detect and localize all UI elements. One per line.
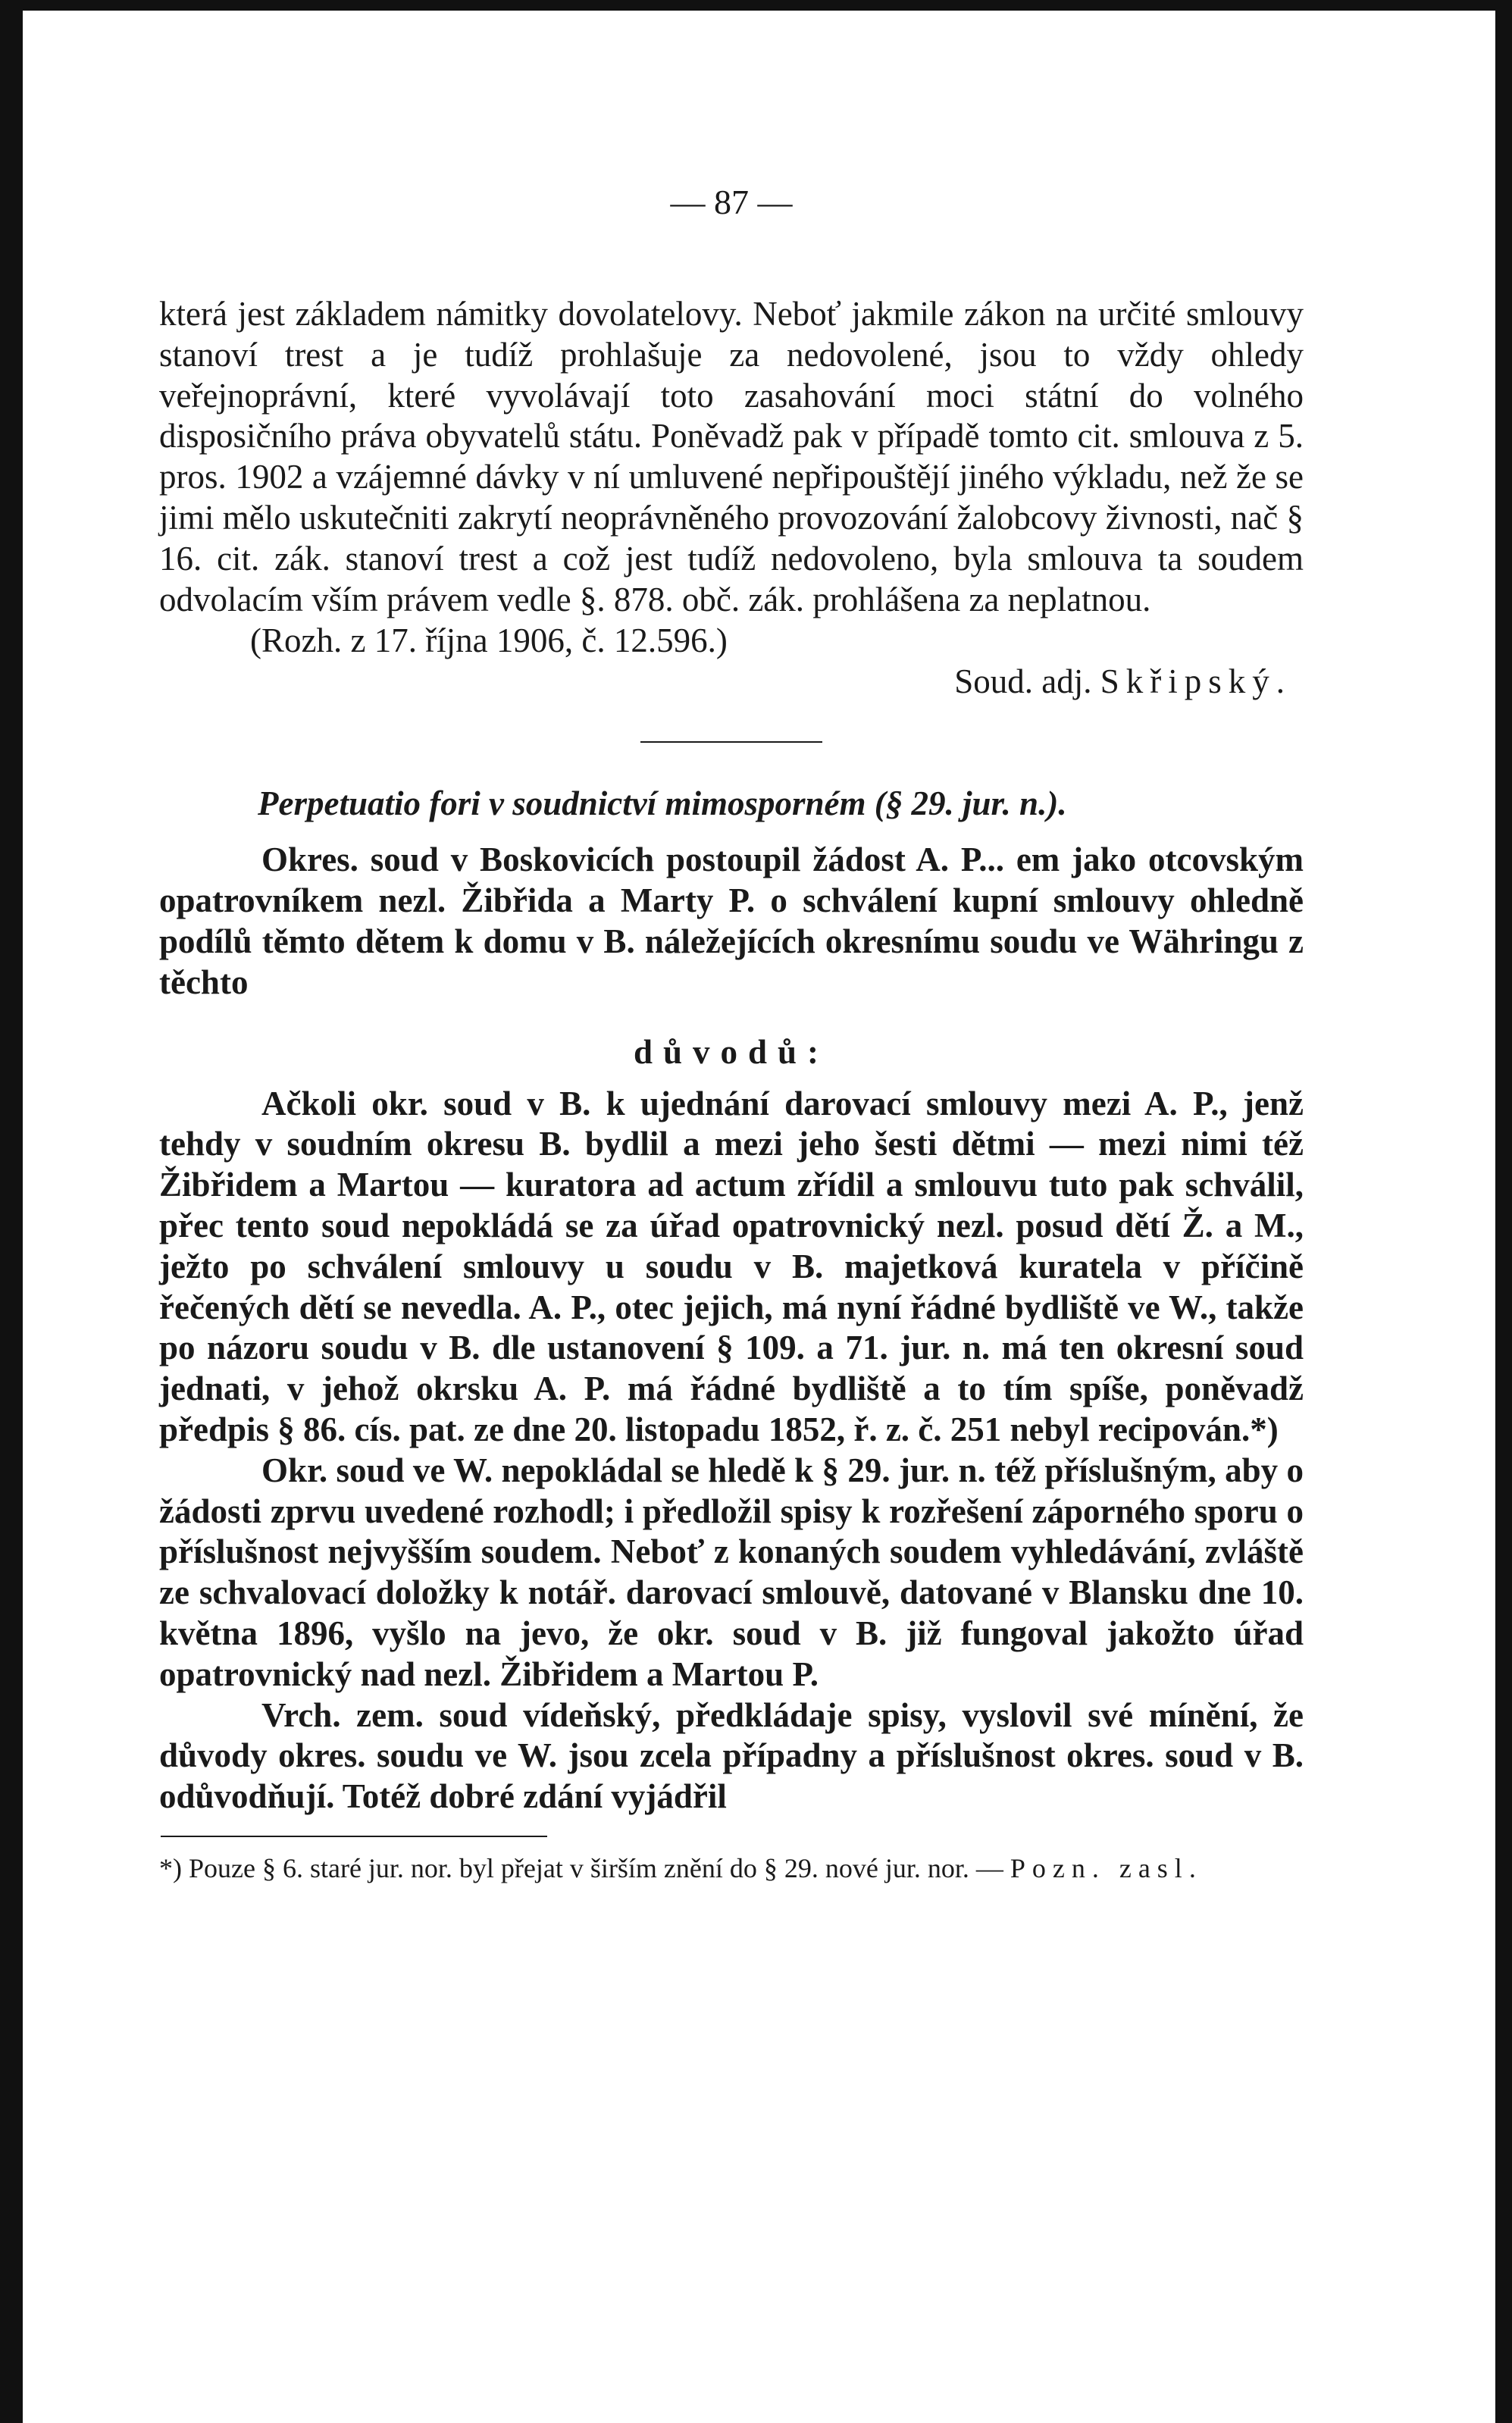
section-title: Perpetuatio fori v soudnictví mimosporném (§ 29. jur. n.). bbox=[258, 784, 1067, 823]
intro-paragraph: která jest základem námitky dovolatelovy. Neboť jakmile zákon na určité smlouvy stanoví trest a je tudíž prohlašuje za nedovolené, jsou to vždy ohledy veřejnoprávní, které vyvolávají toto zasahování moci státní do volného disposičního práva obyvatelů státu. Poněvadž pak v případě tomto cit. smlouva z 5. pros. 1902 a vzájemné dávky v ní umluvené nepřipouštějí jiného výkladu, než že se jimi mělo uskutečniti zakrytí neoprávněného provozování žalobcovy živnosti, nač § 16. cit. zák. stanoví trest a což jest tudíž nedovoleno, byla smlouva ta soudem odvolacím vším právem vedle §. 878. obč. zák. prohlášena za neplatnou. bbox=[159, 295, 1304, 618]
footnote bbox=[159, 1851, 1304, 1886]
body-paragraph-2: Okr. soud ve W. nepokládal se hledě k § 29. jur. n. též příslušným, aby o žádosti zprvu uvedené rozhodl; i předložil spisy k rozřešení záporného sporu o příslušnost nejvyšším soudem. Neboť z konaných soudem vyhledávání, zvláště ze schvalovací doložky k notář. darovací smlouvě, datované v Blansku dne 10. května 1896, vyšlo na jevo, že okr. soud v B. již fungoval jakožto úřad opatrovnický nad nezl. Žibřidem a Martou P. bbox=[159, 1451, 1304, 1693]
signature-prefix: Soud. adj. bbox=[954, 662, 1092, 701]
scan-edge-left bbox=[0, 0, 23, 2423]
signature-name: Skřipský. bbox=[1100, 662, 1291, 701]
section-divider bbox=[640, 741, 822, 743]
decision-citation: (Rozh. z 17. října 1906, č. 12.596.) bbox=[250, 621, 728, 660]
author-signature bbox=[159, 661, 1291, 702]
footnote-text: *) Pouze § 6. staré jur. nor. byl přejat v širším znění do § 29. nové jur. nor. — bbox=[159, 1852, 1003, 1883]
footnote-signature: Pozn. zasl. bbox=[1010, 1852, 1203, 1883]
body-paragraph-3: Vrch. zem. soud vídeňský, předkládaje spisy, vyslovil své mínění, že důvody okres. soudu ve W. jsou zcela případny a příslušnost okres. soud v B. odůvodňují. Totéž dobré zdání vyjádřil bbox=[159, 1695, 1304, 1816]
scan-edge-right bbox=[1495, 0, 1512, 2423]
section-lead: Okres. soud v Boskovicích postoupil žádost A. P... em jako otcovským opatrovníkem nezl. Žibřida a Marty P. o schválení kupní smlouvy ohledně podílů těmto dětem k domu v B. náležejících okresnímu soudu ve Währingu z těchto bbox=[159, 841, 1304, 1001]
footnote-divider bbox=[161, 1836, 547, 1837]
reasons-heading: důvodů: bbox=[633, 1032, 830, 1071]
body-paragraph-1: Ačkoli okr. soud v B. k ujednání darovací smlouvy mezi A. P., jenž tehdy v soudním okresu B. bydlil a mezi jeho šesti dětmi — mezi nimi též Žibřidem a Martou — kuratora ad actum zřídil a smlouvu tuto pak schválil, přec tento soud nepokládá se za úřad opatrovnický nezl. posud dětí Ž. a M., ježto po schválení smlouvy u soudu v B. majetková kuratela v příčině řečených dětí se nevedla. A. P., otec jejich, má nyní řádné bydliště ve W., takže po názoru soudu v B. dle ustanovení § 109. a 71. jur. n. má ten okresní soud jednati, v jehož okrsku A. P. má řádné bydliště a to tím spíše, poněvadž předpis § 86. cís. pat. ze dne 20. listopadu 1852, ř. z. č. 251 nebyl recipován.*) bbox=[159, 1084, 1304, 1448]
scan-edge-top bbox=[0, 0, 1512, 11]
page-number: — 87 — bbox=[670, 183, 793, 221]
document-page bbox=[159, 182, 1304, 1886]
